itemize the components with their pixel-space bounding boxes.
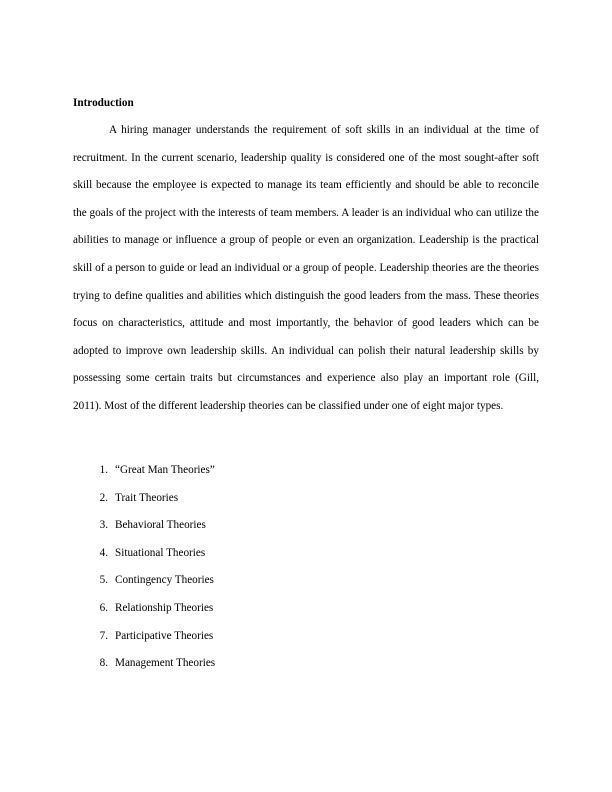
list-number: 7. — [99, 629, 108, 642]
list-item — [73, 650, 215, 678]
intro-paragraph: A hiring manager understands the requirement of soft skills in an individual at the time of recruitment. In the current scenario, leadership quality is considered one of the most sought-after soft skill because the employee is expected to manage its team efficiently and should be able to reconcile the goals of the project with the interests of team members. A leader is an individual who can utilize the abilities to manage or influence a group of people or even an organization. Leadership is the practical skill of a person to guide or lead an individual or a group of people. Leadership theories are the theories trying to define qualities and abilities which distinguish the good leaders from the mass. These theories focus on characteristics, attitude and most importantly, the behavior of good leaders which can be adopted to improve own leadership skills. An individual can polish their natural leadership skills by possessing some certain traits but circumstances and experience also play an important role (Gill, 2011). Most of the different leadership theories can be classified under one of eight major types. — [73, 124, 539, 412]
list-text: Situational Theories — [115, 546, 206, 559]
list-text: Trait Theories — [115, 491, 179, 504]
list-item — [73, 567, 215, 595]
list-text: Participative Theories — [115, 629, 214, 642]
list-number: 4. — [99, 546, 108, 559]
list-text: Behavioral Theories — [115, 519, 206, 532]
list-item — [73, 457, 215, 485]
list-text: Contingency Theories — [115, 574, 214, 587]
list-item — [73, 512, 215, 540]
list-text: Relationship Theories — [115, 601, 214, 614]
list-item — [73, 540, 215, 568]
list-number: 6. — [99, 601, 108, 614]
list-item — [73, 485, 215, 513]
list-number: 8. — [99, 657, 108, 670]
section-heading: Introduction — [73, 97, 134, 109]
list-item — [73, 623, 215, 651]
list-item — [73, 595, 215, 623]
list-text: Management Theories — [115, 657, 216, 670]
list-text: “Great Man Theories” — [115, 464, 215, 476]
list-number: 3. — [99, 519, 108, 532]
list-number: 2. — [99, 491, 108, 504]
theory-list — [73, 457, 215, 678]
list-number: 1. — [99, 464, 108, 476]
list-number: 5. — [99, 574, 108, 587]
